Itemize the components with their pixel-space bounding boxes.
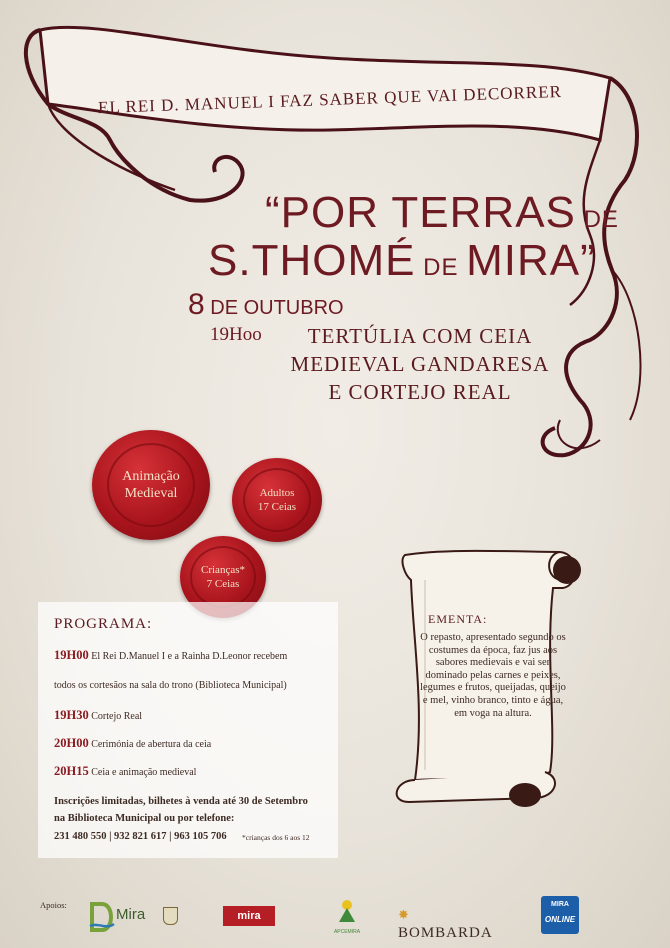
bombarda-text: BOMBARDA: [398, 925, 493, 941]
event-hour: 19Hoo: [210, 324, 262, 345]
apcemira-icon: [337, 898, 357, 924]
inscricoes-line1: Inscrições limitadas, bilhetes à venda até 30 de Setembro: [54, 796, 308, 807]
seal-adultos-line1: Adultos: [259, 487, 295, 499]
event-description: [280, 322, 560, 406]
phone-numbers: 231 480 550 | 932 821 617 | 963 105 706: [54, 831, 227, 842]
event-title-line2: [208, 236, 596, 286]
date-month: OUTUBRO: [243, 297, 344, 319]
seal-adultos-line2: 17 Ceias: [257, 501, 297, 513]
program-item-text: Cortejo Real: [88, 711, 143, 722]
program-item-time: 20H00: [54, 736, 89, 750]
event-desc-line2: MEDIEVAL GANDARESA: [290, 352, 550, 376]
bombarda-star-icon: ✸: [398, 907, 409, 922]
seal-animacao-line1: Animação: [122, 469, 180, 484]
date-de: DE: [204, 297, 244, 319]
date-day: 8: [188, 288, 205, 321]
seal-criancas-line1: Crianças*: [201, 564, 245, 576]
mira-online-top: MIRA: [551, 901, 569, 908]
title-line2-small: DE: [415, 254, 467, 281]
event-desc-line3: E CORTEJO REAL: [328, 380, 512, 404]
seal-animacao: [92, 430, 210, 540]
title-line2-end: MIRA”: [466, 236, 596, 285]
ementa-text: O repasto, apresentado segundo os costumes da época, faz jus aos sabores medievais e vai ser dominado pelas carnes e peixes, legumes e frutos, queijadas, queijo e mel, vinho branco, tinto e água, em voga na altura.: [420, 632, 566, 719]
mira-online-bottom: ONLINE: [544, 915, 576, 924]
apcemira-logo: [332, 898, 362, 942]
program-item-time: 20H15: [54, 764, 89, 778]
event-title-line1: [265, 188, 619, 238]
title-line1-small: DE: [575, 206, 619, 233]
program-box: [38, 602, 338, 858]
program-item: [54, 764, 196, 779]
program-item-text: Ceia e animação medieval: [88, 767, 197, 778]
apcemira-text: APCEMIRA: [333, 929, 361, 935]
mira-municipality-logo: [88, 900, 158, 934]
seal-animacao-line2: Medieval: [124, 486, 178, 501]
coat-of-arms-icon: [163, 907, 178, 925]
event-desc-line1: TERTÚLIA COM CEIA: [307, 324, 533, 348]
children-note: *crianças dos 6 aos 12: [242, 833, 310, 842]
seal-criancas-line2: 7 Ceias: [206, 578, 240, 590]
event-date: [188, 288, 344, 322]
ementa-title: EMENTA:: [428, 612, 488, 626]
banner-heading: EL REI D. MANUEL I FAZ SABER QUE VAI DECORRER: [97, 81, 563, 118]
program-item: [54, 708, 142, 723]
program-item: [54, 736, 211, 751]
supporters-label: Apoios:: [40, 900, 67, 910]
title-line1-main: “POR TERRAS: [265, 188, 576, 237]
inscricoes-line2: na Biblioteca Municipal ou por telefone:: [54, 813, 235, 824]
program-item-time: 19H30: [54, 708, 89, 722]
mira-d-icon: [88, 900, 116, 934]
program-item: [54, 680, 287, 691]
mira-red-logo-text: mira: [237, 910, 261, 922]
program-item-text: El Rei D.Manuel I e a Rainha D.Leonor recebem: [88, 651, 288, 662]
program-item-text: todos os cortesãos na sala do trono (Biblioteca Municipal): [54, 680, 287, 691]
title-line2-main: S.THOMÉ: [208, 236, 416, 285]
program-item-text: Cerimónia de abertura da ceia: [88, 739, 212, 750]
mira-red-logo: [223, 906, 275, 926]
bombarda-logo: [398, 906, 500, 941]
program-title: PROGRAMA:: [54, 616, 153, 632]
seal-adultos: [232, 458, 322, 542]
program-item-time: 19H00: [54, 648, 89, 662]
mira-online-logo: [541, 896, 579, 934]
program-item: [54, 648, 287, 663]
mira-logo-text: Mira: [116, 906, 146, 923]
